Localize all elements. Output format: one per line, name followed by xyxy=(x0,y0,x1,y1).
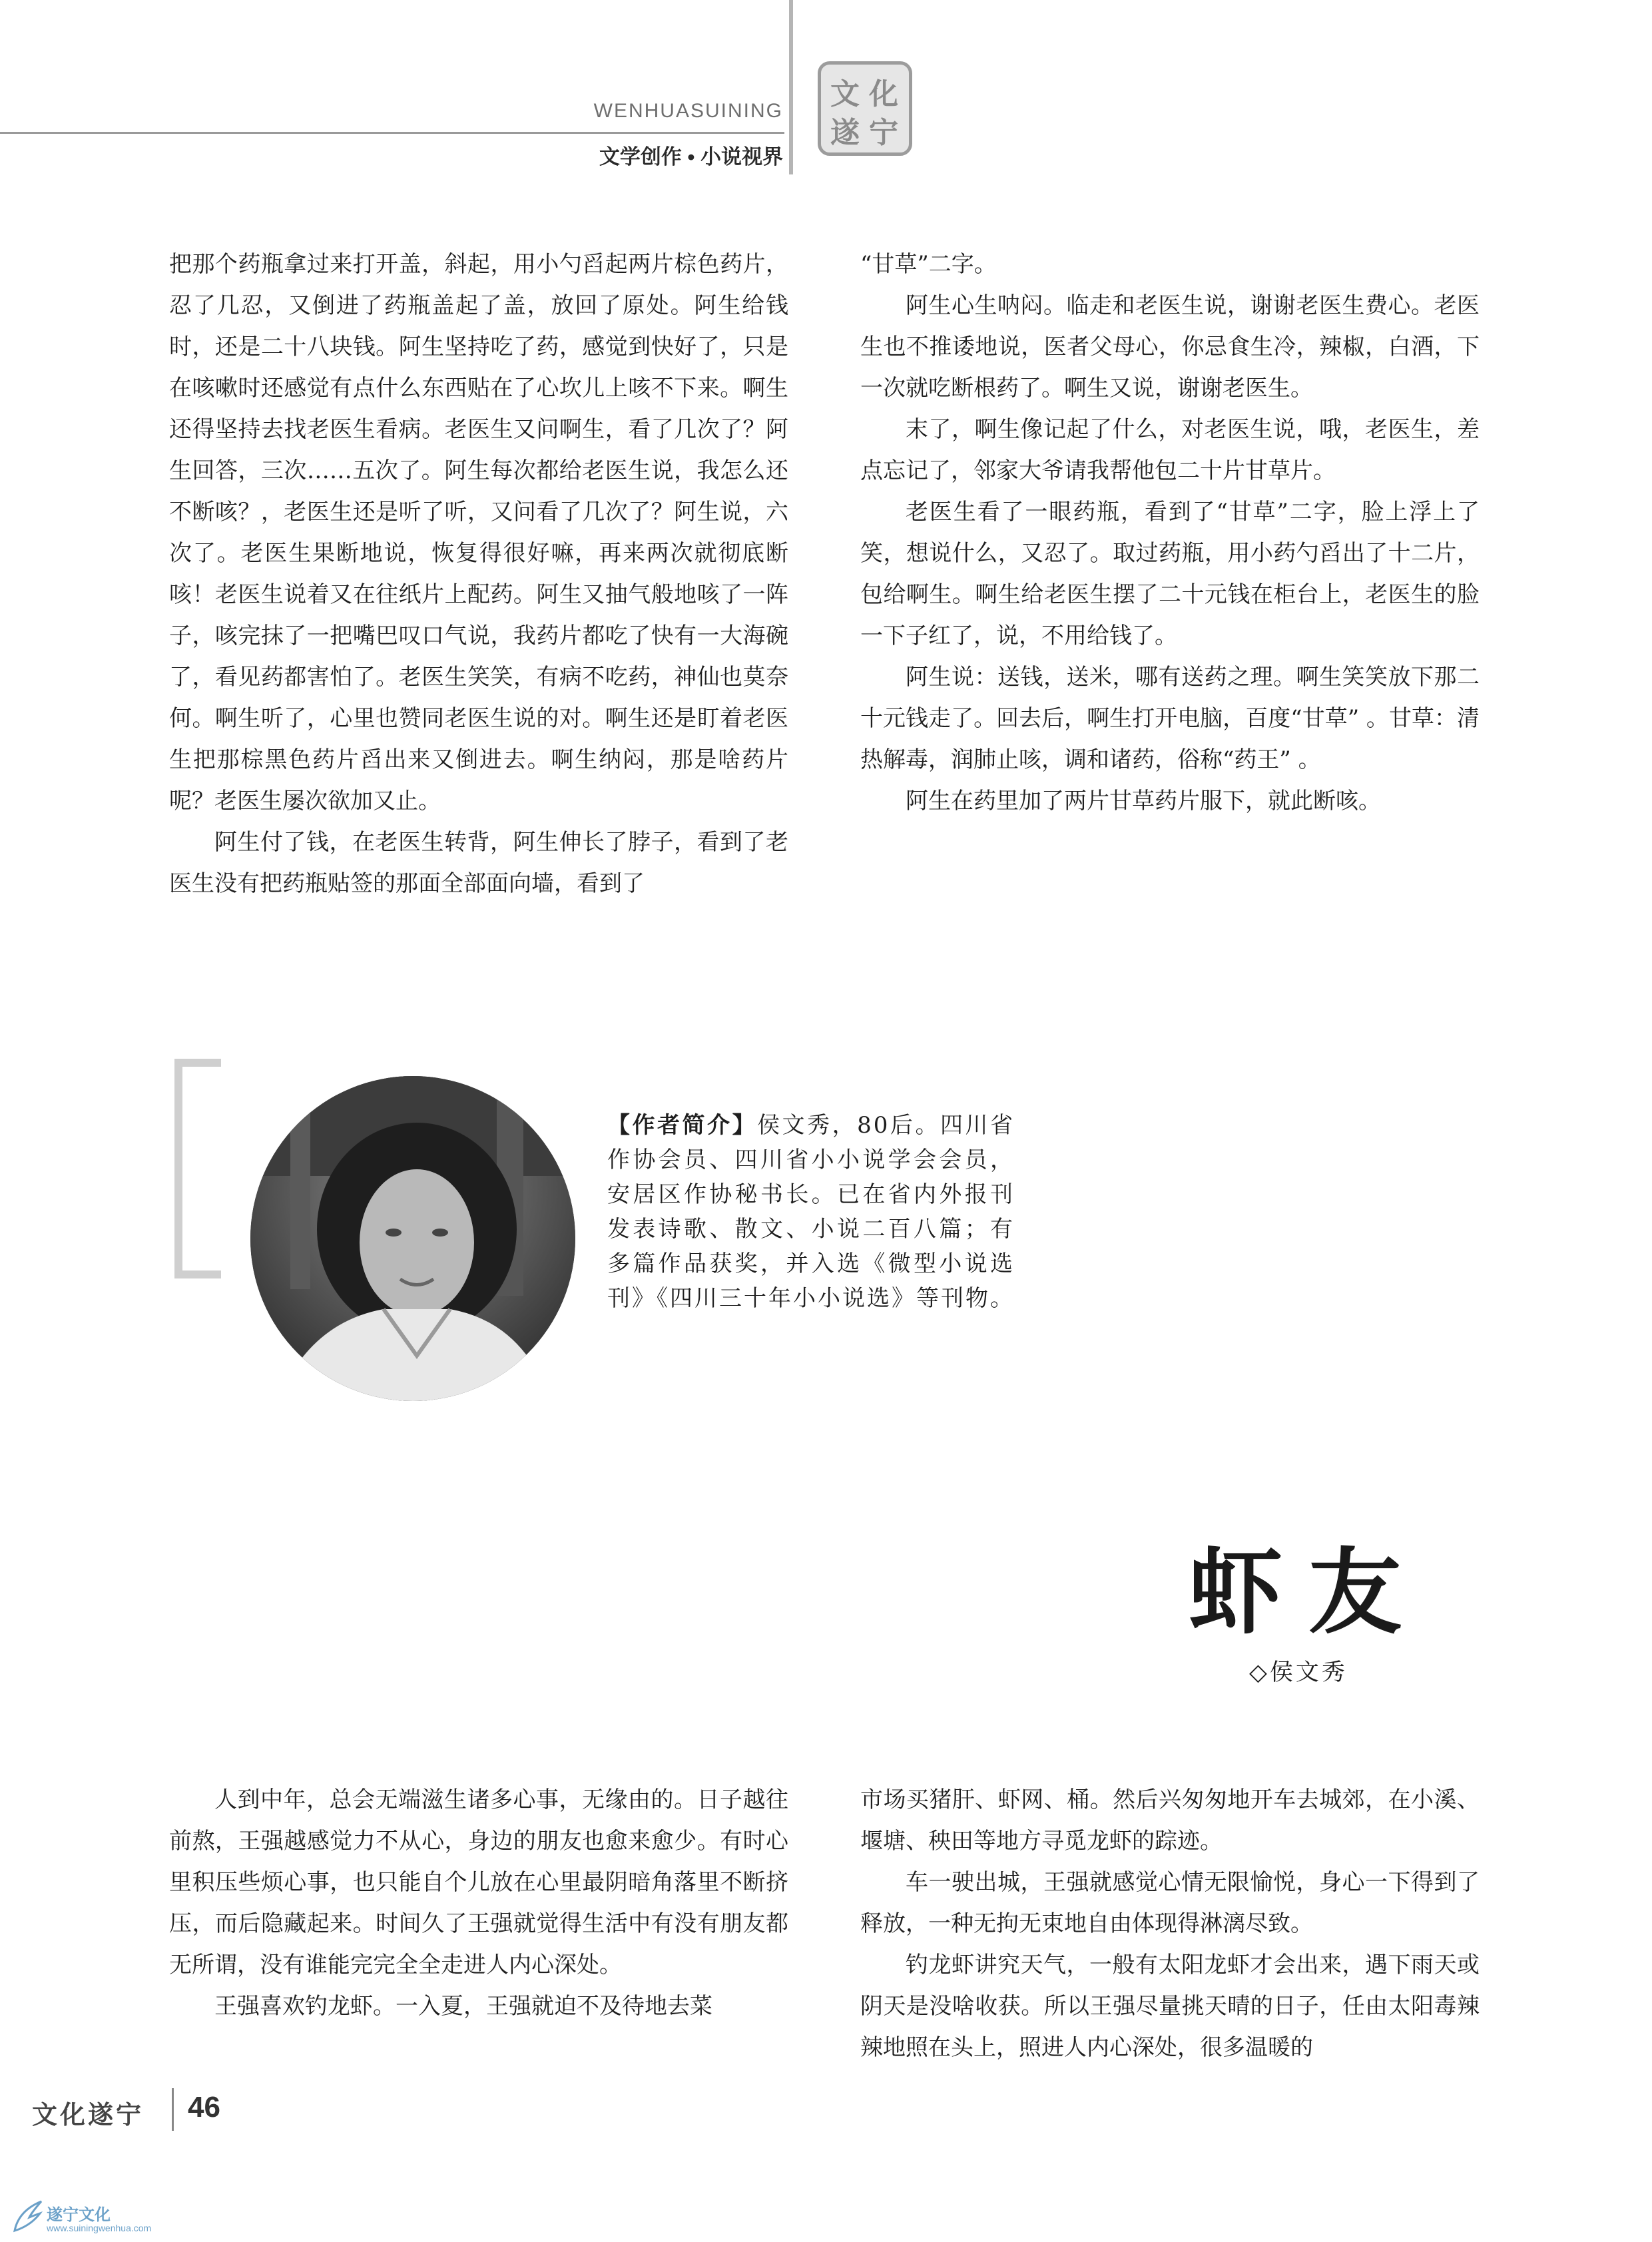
header-rule xyxy=(0,132,784,134)
watermark-wing-icon xyxy=(12,2197,44,2235)
paragraph: 末了，啊生像记起了什么，对老医生说，哦，老医生，差点忘记了，邻家大爷请我帮他包二十片甘草片。 xyxy=(860,416,1480,484)
header-category: 文学创作 • 小说视界 xyxy=(599,145,783,168)
footer-magazine-name: 文化遂宁 xyxy=(32,2100,144,2129)
author-bio-label: 【作者简介】 xyxy=(607,1112,758,1139)
paragraph: 王强喜欢钓龙虾。一入夏，王强就迫不及待地去菜 xyxy=(214,1993,712,2020)
paragraph: “甘草”二字。 xyxy=(860,251,997,278)
paragraph: 车一驶出城，王强就感觉心情无限愉悦，身心一下得到了释放，一种无拘无束地自由体现得淋漓尽致。 xyxy=(860,1869,1480,1937)
new-story-left-column xyxy=(169,1779,788,2027)
author-photo xyxy=(250,1076,575,1401)
prev-story-right-column xyxy=(860,244,1480,822)
watermark xyxy=(12,2197,152,2238)
header-vertical-rule xyxy=(789,0,793,174)
paragraph: 阿生说：送钱，送米，哪有送药之理。啊生笑笑放下那二十元钱走了。回去后，啊生打开电脑，百度“甘草” 。甘草：清热解毒，润肺止咳，调和诸药，俗称“药王” 。 xyxy=(860,664,1480,773)
footer-separator xyxy=(172,2088,174,2131)
paragraph: 市场买猪肝、虾网、桶。然后兴匆匆地开车去城郊，在小溪、堰塘、秧田等地方寻觅龙虾的踪迹。 xyxy=(860,1787,1480,1854)
logo-char: 文 xyxy=(830,77,860,111)
watermark-url: www.suiningwenhua.com xyxy=(47,2223,152,2233)
logo-char: 化 xyxy=(869,77,898,111)
paragraph: 钓龙虾讲究天气，一般有太阳龙虾才会出来，遇下雨天或阴天是没啥收获。所以王强尽量挑天晴的日子，任由太阳毒辣辣地照在头上，照进人内心深处，很多温暖的 xyxy=(860,1952,1480,2061)
author-bio-text: 侯文秀，80后。四川省作协会员、四川省小小说学会会员，安居区作协秘书长。已在省内外报刊发表诗歌、散文、小说二百八篇；有多篇作品获奖，并入选《微型小说选刊》《四川三十年小小说选》等刊物。 xyxy=(607,1112,1015,1312)
bracket-decoration-top xyxy=(174,1059,221,1067)
watermark-name: 遂宁文化 xyxy=(47,2206,111,2224)
new-story-right-column xyxy=(860,1779,1480,2068)
paragraph: 老医生看了一眼药瓶，看到了“甘草”二字，脸上浮上了笑，想说什么，又忍了。取过药瓶，用小药勺舀出了十二片，包给啊生。啊生给老医生摆了二十元钱在柜台上，老医生的脸一下子红了，说，不用给钱了。 xyxy=(860,499,1480,649)
bracket-decoration-bottom xyxy=(174,1270,221,1278)
paragraph: 阿生心生呐闷。临走和老医生说，谢谢老医生费心。老医生也不推诿地说，医者父母心，你忌食生冷，辣椒，白酒，下一次就吃断根药了。啊生又说，谢谢老医生。 xyxy=(860,292,1480,402)
author-portrait-image xyxy=(250,1076,575,1401)
header-english-title: WENHUASUINING xyxy=(593,100,783,122)
magazine-logo-seal xyxy=(818,61,912,156)
paragraph: 阿生在药里加了两片甘草药片服下，就此断咳。 xyxy=(906,788,1381,814)
paragraph: 把那个药瓶拿过来打开盖，斜起，用小勺舀起两片棕色药片，忍了几忍，又倒进了药瓶盖起了盖，放回了原处。阿生给钱时，还是二十八块钱。阿生坚持吃了药，感觉到快好了，只是在咳嗽时还感觉有点什么东西贴在了心坎儿上咳不下来。啊生还得坚持去找老医生看病。老医生又问啊生，看了几次了？阿生回答，三次……五次了。阿生每次都给老医生说，我怎么还不断咳？，老医生还是听了听，又问看了几次了？阿生说，六次了。老医生果断地说，恢复得很好嘛，再来两次就彻底断咳！老医生说着又在往纸片上配药。阿生又抽气般地咳了一阵子，咳完抹了一把嘴巴叹口气说，我药片都吃了快有一大海碗了，看见药都害怕了。老医生笑笑，有病不吃药，神仙也莫奈何。啊生听了，心里也赞同老医生说的对。啊生还是盯着老医生把那棕黑色药片舀出来又倒进去。啊生纳闷，那是啥药片呢？老医生屡次欲加又止。 xyxy=(169,251,788,814)
paragraph: 人到中年，总会无端滋生诸多心事，无缘由的。日子越往前熬，王强越感觉力不从心，身边的朋友也愈来愈少。有时心里积压些烦心事，也只能自个儿放在心里最阴暗角落里不断挤压，而后隐藏起来。时间久了王强就觉得生活中有没有朋友都无所谓，没有谁能完完全全走进人内心深处。 xyxy=(169,1787,788,1978)
logo-char: 宁 xyxy=(869,116,898,150)
prev-story-left-column xyxy=(169,244,788,904)
story-byline: ◇侯文秀 xyxy=(1249,1659,1348,1686)
logo-char: 遂 xyxy=(830,116,860,150)
author-bio xyxy=(607,1108,1015,1316)
bracket-decoration xyxy=(174,1059,182,1278)
paragraph: 阿生付了钱，在老医生转背，阿生伸长了脖子，看到了老医生没有把药瓶贴签的那面全部面向墙，看到了 xyxy=(169,829,788,897)
page-number: 46 xyxy=(188,2091,220,2123)
story-title: 虾友 xyxy=(1189,1539,1429,1647)
